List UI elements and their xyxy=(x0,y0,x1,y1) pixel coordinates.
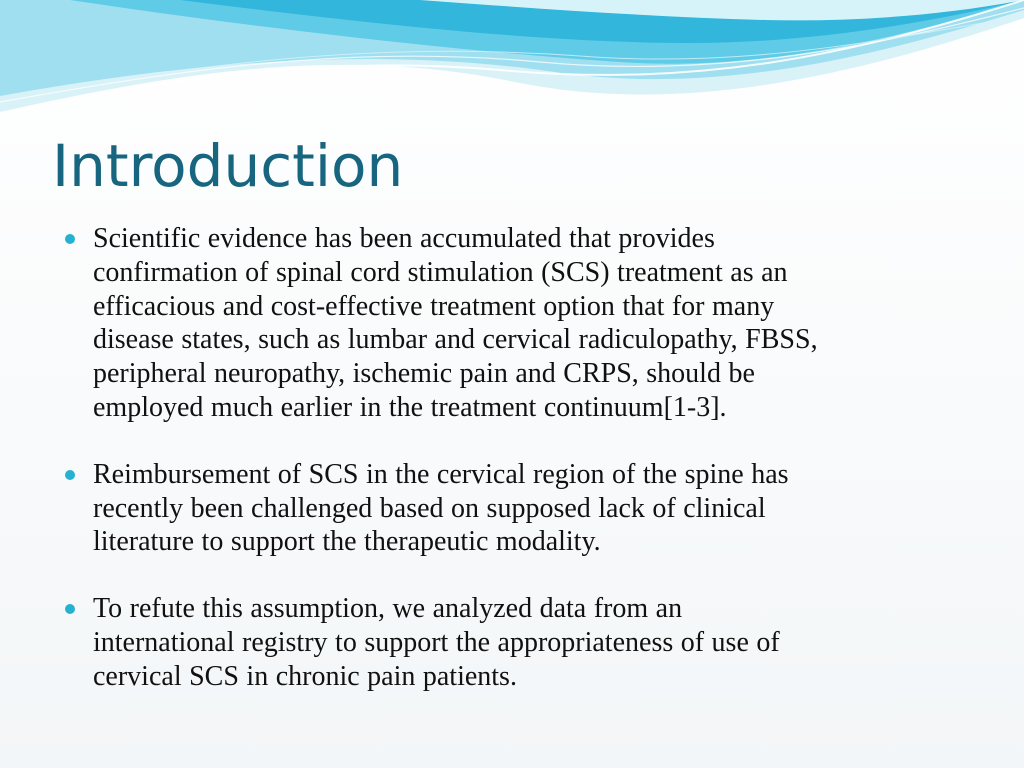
bullet-1-line-3: efficacious and cost-effective treatment option that for many xyxy=(93,290,775,322)
bullet-text-1 xyxy=(93,222,964,425)
bullet-2-line-3: literature to support the therapeutic modality. xyxy=(93,526,601,558)
bullet-dot-icon xyxy=(65,470,75,480)
bullet-item-3 xyxy=(64,592,964,693)
bullet-item-1 xyxy=(64,222,964,425)
bullet-1-line-4: disease states, such as lumbar and cervical radiculopathy, FBSS, xyxy=(93,324,818,356)
bullet-3-line-2: international registry to support the appropriateness of use of xyxy=(93,626,780,658)
bullet-1-line-6: employed much earlier in the treatment continuum[1-3]. xyxy=(93,391,727,423)
bullet-list xyxy=(64,222,964,727)
bullet-dot-icon xyxy=(65,604,75,614)
bullet-2-line-1: Reimbursement of SCS in the cervical region of the spine has xyxy=(93,458,789,490)
bullet-1-line-1: Scientific evidence has been accumulated that provides xyxy=(93,223,715,254)
bullet-dot-icon xyxy=(65,234,75,244)
bullet-2-line-2: recently been challenged based on supposed lack of clinical xyxy=(93,492,766,524)
bullet-text-3 xyxy=(93,592,964,693)
bullet-item-2 xyxy=(64,458,964,559)
bullet-1-line-2: confirmation of spinal cord stimulation (SCS) treatment as an xyxy=(93,256,788,288)
bullet-3-line-1: To refute this assumption, we analyzed data from an xyxy=(93,593,683,625)
bullet-text-2 xyxy=(93,458,964,559)
bullet-3-line-3: cervical SCS in chronic pain patients. xyxy=(93,660,517,692)
slide-title: Introduction xyxy=(52,132,404,200)
decorative-wave-header xyxy=(0,0,1024,130)
bullet-1-line-5: peripheral neuropathy, ischemic pain and CRPS, should be xyxy=(93,358,755,390)
